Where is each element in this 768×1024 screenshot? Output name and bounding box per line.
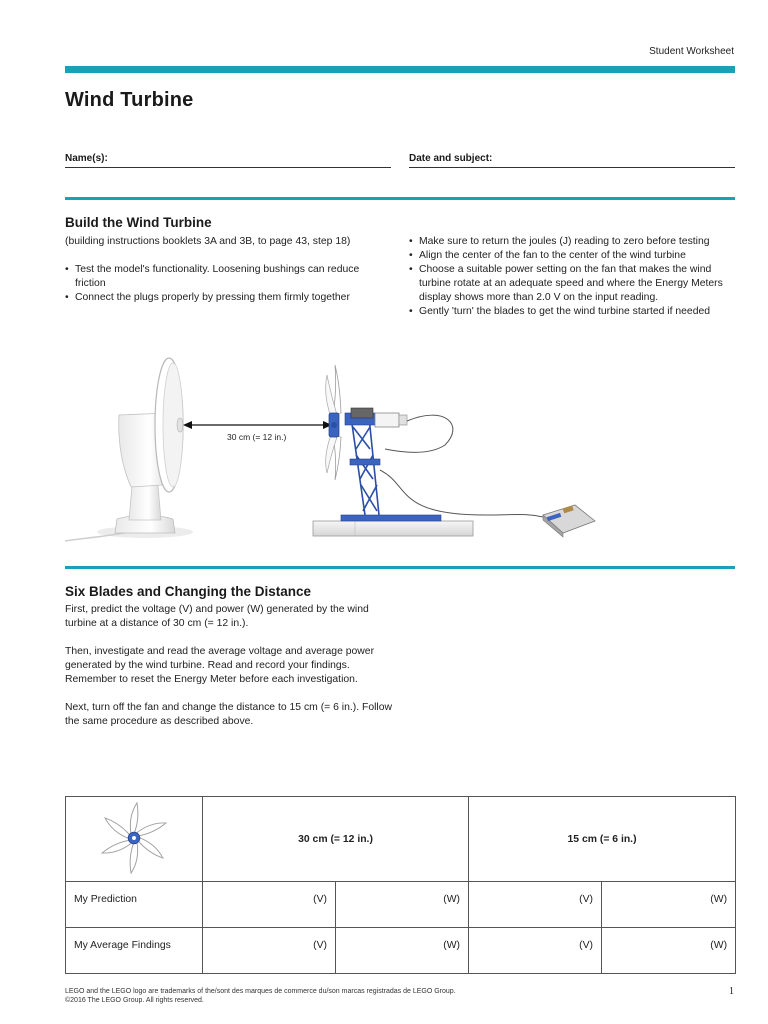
top-accent-bar [65,66,735,73]
page-number: 1 [729,986,734,997]
section-divider-2 [65,566,735,569]
table-header-row [66,797,736,882]
findings-30cm-power-cell[interactable]: (W) [336,928,469,974]
prediction-15cm-power-cell[interactable]: (W) [602,882,736,928]
wind-turbine-illustration [65,355,735,550]
date-subject-line[interactable] [409,167,735,168]
prediction-15cm-voltage-cell[interactable]: (V) [469,882,602,928]
meter-cable [380,470,543,517]
worksheet-label: Student Worksheet [649,46,734,57]
table-row [66,882,736,928]
build-right-column [409,235,735,319]
bullet-item: • Make sure to return the joules (J) reading to zero before testing [409,235,735,249]
fan-icon [115,358,183,533]
column-header-30cm: 30 cm (= 12 in.) [203,797,469,882]
bullet-item: • Align the center of the fan to the center of the wind turbine [409,249,735,263]
six-blades-paragraph-1: First, predict the voltage (V) and power (W) generated by the wind turbine at a distance of 30 cm (= 12 in.). [65,604,369,629]
turbine-blades-icon [326,365,341,480]
findings-15cm-power-cell[interactable]: (W) [602,928,736,974]
turbine-base-plate [313,515,473,536]
page-title: Wind Turbine [65,89,194,111]
footer-copyright: ©2016 The LEGO Group. All rights reserved. [65,997,204,1004]
results-table [65,796,736,974]
turbine-tower [350,417,380,515]
footer-trademark: LEGO and the LEGO logo are trademarks of the/sont des marques de commerce du/son marcas registradas de LEGO Group. [65,988,456,995]
bullet-item: • Choose a suitable power setting on the fan that makes the wind turbine rotate at an adequate speed and where the Energy Meters display shows more than 2.0 V on the input reading. [409,263,735,305]
build-intro: (building instructions booklets 3A and 3B, to page 43, step 18) [65,236,351,247]
distance-label: 30 cm (= 12 in.) [227,432,287,442]
build-left-column [65,235,390,305]
distance-arrow [183,421,332,429]
six-blades-text [65,603,400,729]
names-line[interactable] [65,167,391,168]
build-right-bullets [409,235,735,319]
six-blade-rotor-cell [66,797,203,882]
prediction-30cm-voltage-cell[interactable]: (V) [203,882,336,928]
six-blades-paragraph-3: Next, turn off the fan and change the distance to 15 cm (= 6 in.). Follow the same procedure as described above. [65,702,393,727]
bullet-item: • Test the model's functionality. Loosening bushings can reduce friction [65,263,390,291]
footer-legal [65,987,456,1005]
section-divider-1 [65,197,735,200]
names-label: Name(s): [65,153,108,164]
table-row [66,928,736,974]
six-blade-rotor-icon [95,799,173,877]
date-subject-label: Date and subject: [409,153,493,164]
findings-15cm-voltage-cell[interactable]: (V) [469,928,602,974]
bullet-item: • Connect the plugs properly by pressing them firmly together [65,291,390,305]
findings-30cm-voltage-cell[interactable]: (V) [203,928,336,974]
build-section-title: Build the Wind Turbine [65,215,212,230]
build-left-bullets [65,263,390,305]
row-label-prediction: My Prediction [66,882,203,928]
turbine-generator [345,408,407,427]
column-header-15cm: 15 cm (= 6 in.) [469,797,736,882]
six-blades-paragraph-2: Then, investigate and read the average voltage and average power generated by the wind turbine. Read and record your findings. Remember to reset the Energy Meter before each investigation. [65,646,375,685]
row-label-findings: My Average Findings [66,928,203,974]
prediction-30cm-power-cell[interactable]: (W) [336,882,469,928]
bullet-item: • Gently 'turn' the blades to get the wind turbine started if needed [409,305,735,319]
six-blades-section-title: Six Blades and Changing the Distance [65,584,312,599]
energy-meter-icon [543,505,595,537]
